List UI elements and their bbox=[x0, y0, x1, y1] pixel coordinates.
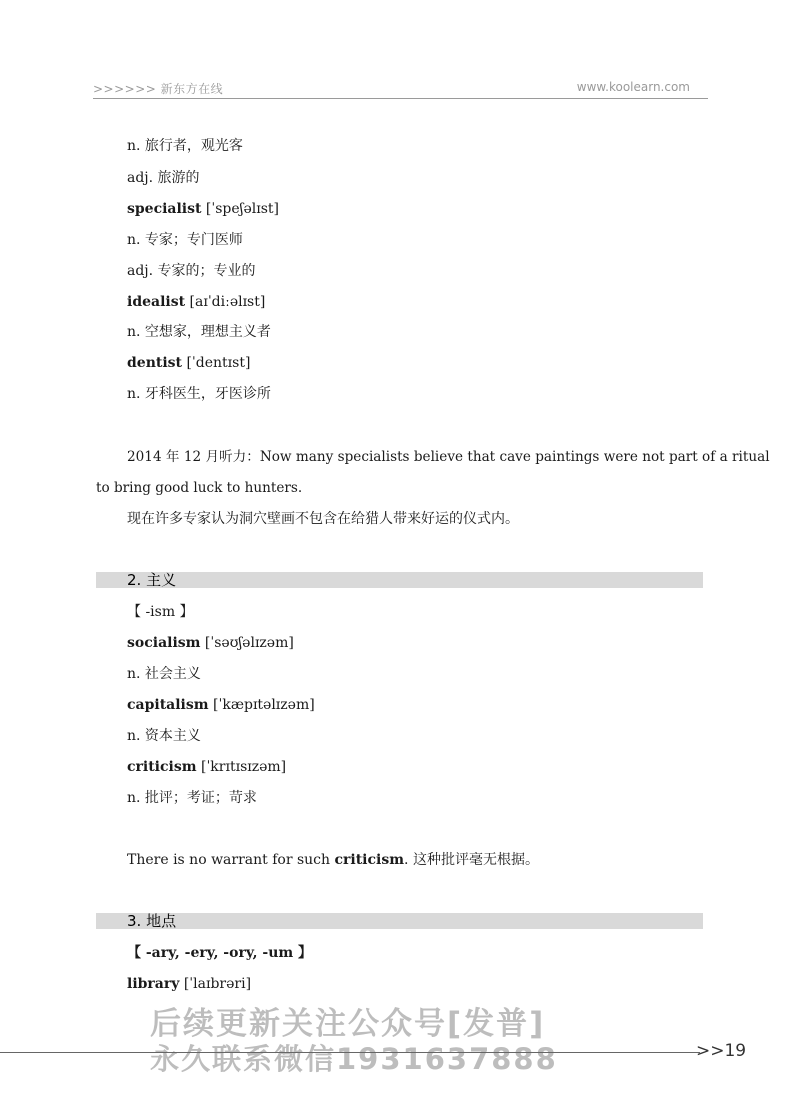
headword: socialism bbox=[127, 635, 201, 651]
section-3-bar bbox=[96, 913, 703, 929]
entry-library bbox=[127, 974, 251, 994]
phonetic: [ˈdentɪst] bbox=[182, 355, 251, 371]
headword: idealist bbox=[127, 294, 186, 310]
dentist-noun: n. 牙科医生，牙医诊所 bbox=[127, 386, 271, 402]
section-2-bar bbox=[96, 572, 703, 588]
headword: dentist bbox=[127, 355, 183, 371]
example-translation: 现在许多专家认为洞穴壁画不包含在给猎人带来好运的仪式内。 bbox=[127, 511, 519, 527]
specialist-noun: n. 专家；专门医师 bbox=[127, 232, 243, 248]
headword: criticism bbox=[127, 759, 197, 775]
section-3-title: 3. 地点 bbox=[127, 912, 177, 930]
entry-criticism bbox=[127, 757, 286, 777]
idealist-noun: n. 空想家，理想主义者 bbox=[127, 324, 271, 340]
capitalism-noun: n. 资本主义 bbox=[127, 728, 201, 744]
socialism-noun: n. 社会主义 bbox=[127, 666, 201, 682]
headword: specialist bbox=[127, 201, 202, 217]
entry-idealist bbox=[127, 292, 265, 312]
example-line-1: 2014 年 12 月听力：Now many specialists believe that cave paintings were not part of a ritual bbox=[127, 449, 770, 465]
tourist-adj: adj. 旅游的 bbox=[127, 170, 200, 186]
criticism-example bbox=[127, 850, 539, 870]
page-number: >>19 bbox=[696, 1041, 747, 1061]
phonetic: [ˈsəʊʃəlɪzəm] bbox=[200, 635, 294, 651]
phonetic: [ˈkæpɪtəlɪzəm] bbox=[208, 697, 315, 713]
example-line-2: to bring good luck to hunters. bbox=[96, 480, 303, 496]
phonetic: [aɪˈdiːəlɪst] bbox=[185, 294, 266, 310]
tourist-noun: n. 旅行者，观光客 bbox=[127, 138, 243, 154]
entry-socialism bbox=[127, 633, 294, 653]
entry-dentist bbox=[127, 353, 250, 373]
entry-specialist bbox=[127, 199, 279, 219]
phonetic: [ˈkrɪtɪsɪzəm] bbox=[196, 759, 287, 775]
headword: library bbox=[127, 976, 180, 992]
phonetic: [ˈlaɪbrəri] bbox=[179, 976, 252, 992]
header-brand: >>>>>> 新东方在线 bbox=[93, 82, 224, 96]
example-keyword: criticism bbox=[334, 852, 405, 868]
section-2-suffix: 【 -ism 】 bbox=[127, 604, 194, 620]
watermark-line-2: 永久联系微信1931637888 bbox=[150, 1042, 558, 1076]
footer-rule bbox=[0, 1052, 700, 1053]
entry-capitalism bbox=[127, 695, 315, 715]
criticism-noun: n. 批评；考证；苛求 bbox=[127, 790, 257, 806]
section-2-title: 2. 主义 bbox=[127, 571, 177, 589]
specialist-adj: adj. 专家的；专业的 bbox=[127, 263, 256, 279]
header-url: www.koolearn.com bbox=[576, 80, 690, 94]
phonetic: [ˈspeʃəlɪst] bbox=[201, 201, 279, 217]
section-3-suffix: 【 -ary, -ery, -ory, -um 】 bbox=[127, 945, 313, 961]
example-translation: . 这种批评毫无根据。 bbox=[404, 852, 539, 868]
watermark-line-1: 后续更新关注公众号[发普] bbox=[150, 1006, 546, 1042]
example-text: There is no warrant for such bbox=[127, 852, 335, 868]
headword: capitalism bbox=[127, 697, 209, 713]
